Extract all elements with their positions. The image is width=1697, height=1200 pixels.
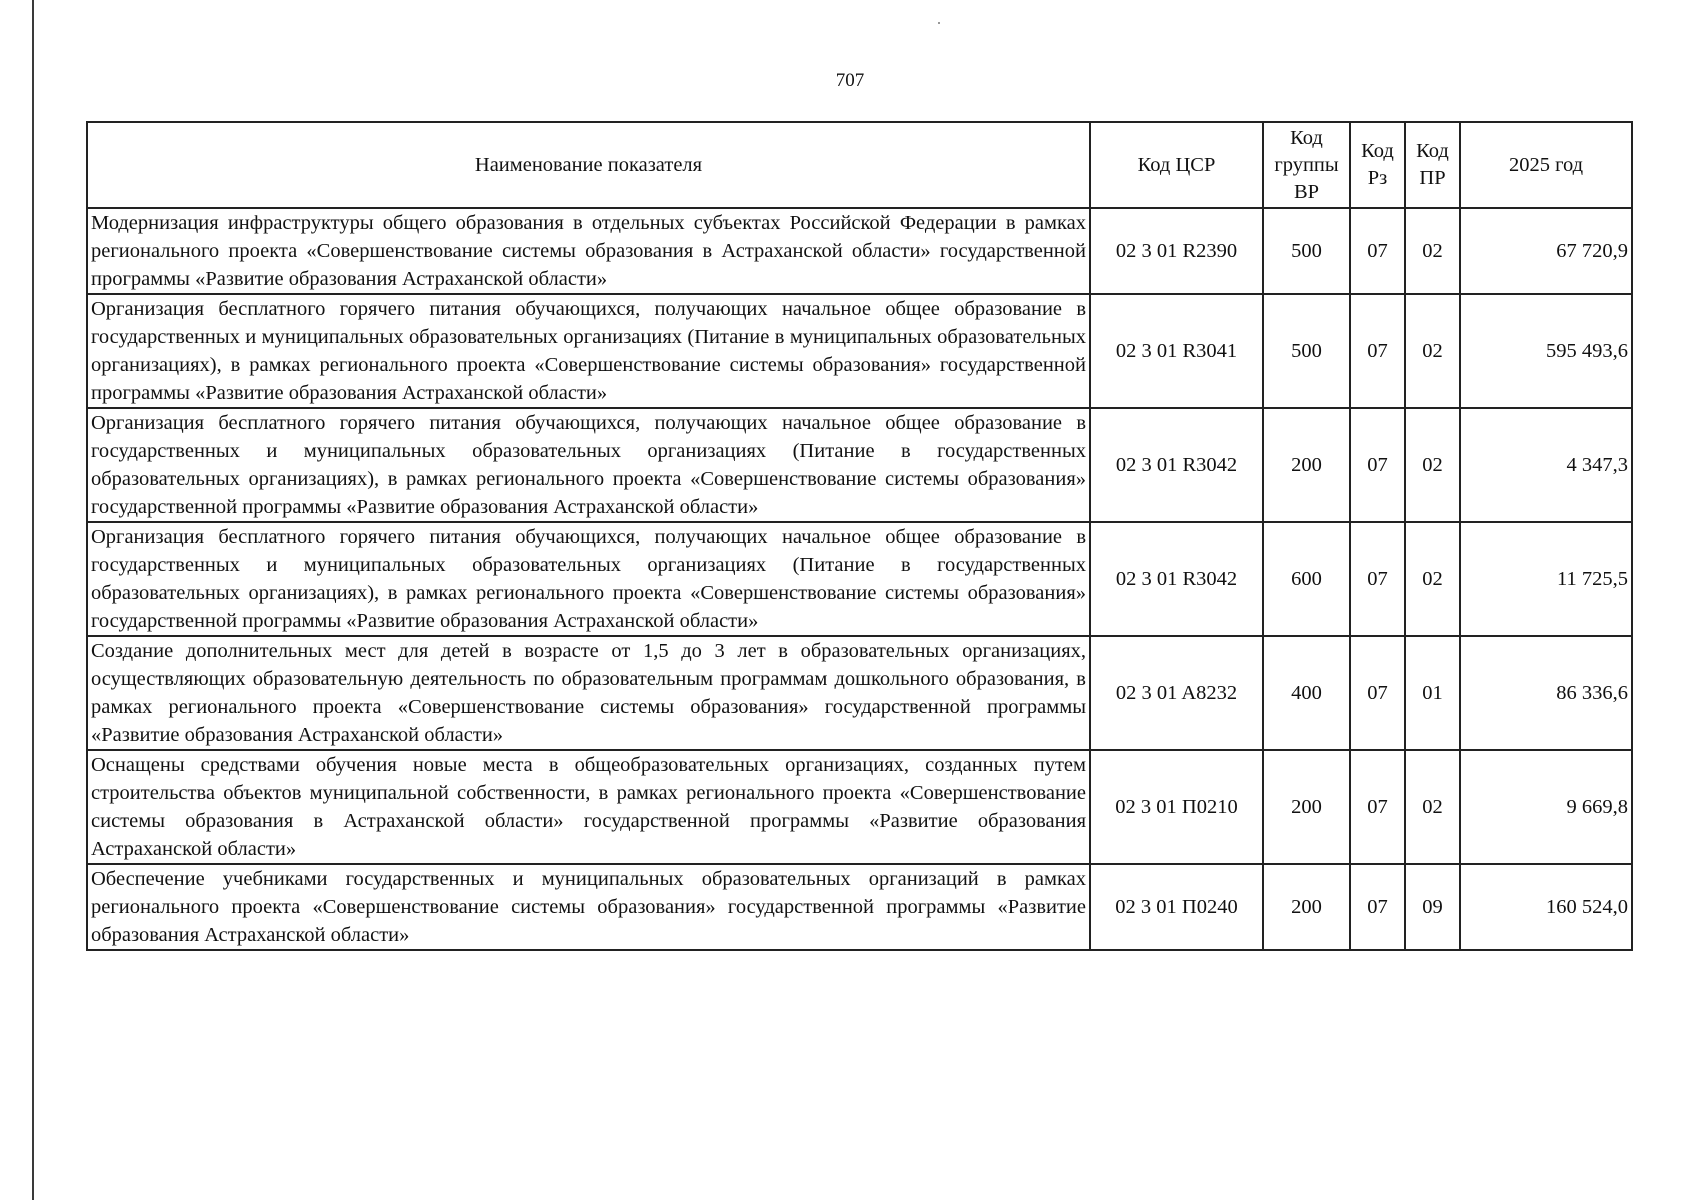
row-csr-code: 02 3 01 П0240 (1090, 864, 1263, 950)
row-csr-code: 02 3 01 П0210 (1090, 750, 1263, 864)
row-vr-code: 200 (1263, 750, 1350, 864)
row-amount: 160 524,0 (1460, 864, 1632, 950)
table-header-row (87, 122, 1632, 208)
row-csr-code: 02 3 01 R3042 (1090, 522, 1263, 636)
row-vr-code: 200 (1263, 864, 1350, 950)
row-rz-code: 07 (1350, 636, 1405, 750)
row-name: Оснащены средствами обучения новые места в общеобразовательных организациях, созданных путем строительства объектов муниципальной собственности, в рамках регионального проекта «Совершенствование системы образования в Астраханской области» государственной программы «Развитие образования Астраханской области» (87, 750, 1090, 864)
row-csr-code: 02 3 01 R3041 (1090, 294, 1263, 408)
page-binding-line (32, 0, 34, 1200)
row-name: Организация бесплатного горячего питания обучающихся, получающих начальное общее образование в государственных и муниципальных образовательных организациях (Питание в государственных образовательных организациях), в рамках регионального проекта «Совершенствование системы образования» государственной программы «Развитие образования Астраханской области» (87, 408, 1090, 522)
table-row (87, 522, 1632, 636)
header-name: Наименование показателя (87, 122, 1090, 208)
row-rz-code: 07 (1350, 750, 1405, 864)
header-rz-code: Код Рз (1350, 122, 1405, 208)
row-amount: 4 347,3 (1460, 408, 1632, 522)
row-name: Модернизация инфраструктуры общего образования в отдельных субъектах Российской Федерации в рамках регионального проекта «Совершенствование системы образования в Астраханской области» государственной программы «Развитие образования Астраханской области» (87, 208, 1090, 294)
row-vr-code: 400 (1263, 636, 1350, 750)
row-vr-code: 200 (1263, 408, 1350, 522)
row-rz-code: 07 (1350, 864, 1405, 950)
row-rz-code: 07 (1350, 208, 1405, 294)
table-row (87, 864, 1632, 950)
row-csr-code: 02 3 01 R2390 (1090, 208, 1263, 294)
row-name: Организация бесплатного горячего питания обучающихся, получающих начальное общее образование в государственных и муниципальных образовательных организациях (Питание в муниципальных образовательных организациях), в рамках регионального проекта «Совершенствование системы образования» государственной программы «Развитие образования Астраханской области» (87, 294, 1090, 408)
row-vr-code: 600 (1263, 522, 1350, 636)
header-pr-code: Код ПР (1405, 122, 1460, 208)
row-csr-code: 02 3 01 R3042 (1090, 408, 1263, 522)
table-row (87, 636, 1632, 750)
header-csr-code: Код ЦСР (1090, 122, 1263, 208)
header-year: 2025 год (1460, 122, 1632, 208)
row-pr-code: 09 (1405, 864, 1460, 950)
row-name: Создание дополнительных мест для детей в возрасте от 1,5 до 3 лет в образовательных организациях, осуществляющих образовательную деятельность по образовательным программам дошкольного образования, в рамках регионального проекта «Совершенствование системы образования» государственной программы «Развитие образования Астраханской области» (87, 636, 1090, 750)
row-amount: 595 493,6 (1460, 294, 1632, 408)
row-pr-code: 02 (1405, 522, 1460, 636)
row-pr-code: 02 (1405, 750, 1460, 864)
row-pr-code: 02 (1405, 294, 1460, 408)
row-name: Обеспечение учебниками государственных и муниципальных образовательных организаций в рамках регионального проекта «Совершенствование системы образования» государственной программы «Развитие образования Астраханской области» (87, 864, 1090, 950)
header-vr-code: Код группы ВР (1263, 122, 1350, 208)
budget-table (86, 121, 1633, 951)
row-pr-code: 02 (1405, 408, 1460, 522)
table-row (87, 294, 1632, 408)
row-amount: 9 669,8 (1460, 750, 1632, 864)
row-vr-code: 500 (1263, 294, 1350, 408)
row-name: Организация бесплатного горячего питания обучающихся, получающих начальное общее образование в государственных и муниципальных образовательных организациях (Питание в государственных образовательных организациях), в рамках регионального проекта «Совершенствование системы образования» государственной программы «Развитие образования Астраханской области» (87, 522, 1090, 636)
page-number: 707 (835, 70, 865, 91)
row-amount: 11 725,5 (1460, 522, 1632, 636)
row-pr-code: 01 (1405, 636, 1460, 750)
row-rz-code: 07 (1350, 408, 1405, 522)
row-amount: 67 720,9 (1460, 208, 1632, 294)
row-amount: 86 336,6 (1460, 636, 1632, 750)
scan-speck (938, 22, 940, 24)
table-row (87, 208, 1632, 294)
table-row (87, 408, 1632, 522)
row-vr-code: 500 (1263, 208, 1350, 294)
row-rz-code: 07 (1350, 294, 1405, 408)
row-csr-code: 02 3 01 A8232 (1090, 636, 1263, 750)
table-row (87, 750, 1632, 864)
row-rz-code: 07 (1350, 522, 1405, 636)
row-pr-code: 02 (1405, 208, 1460, 294)
